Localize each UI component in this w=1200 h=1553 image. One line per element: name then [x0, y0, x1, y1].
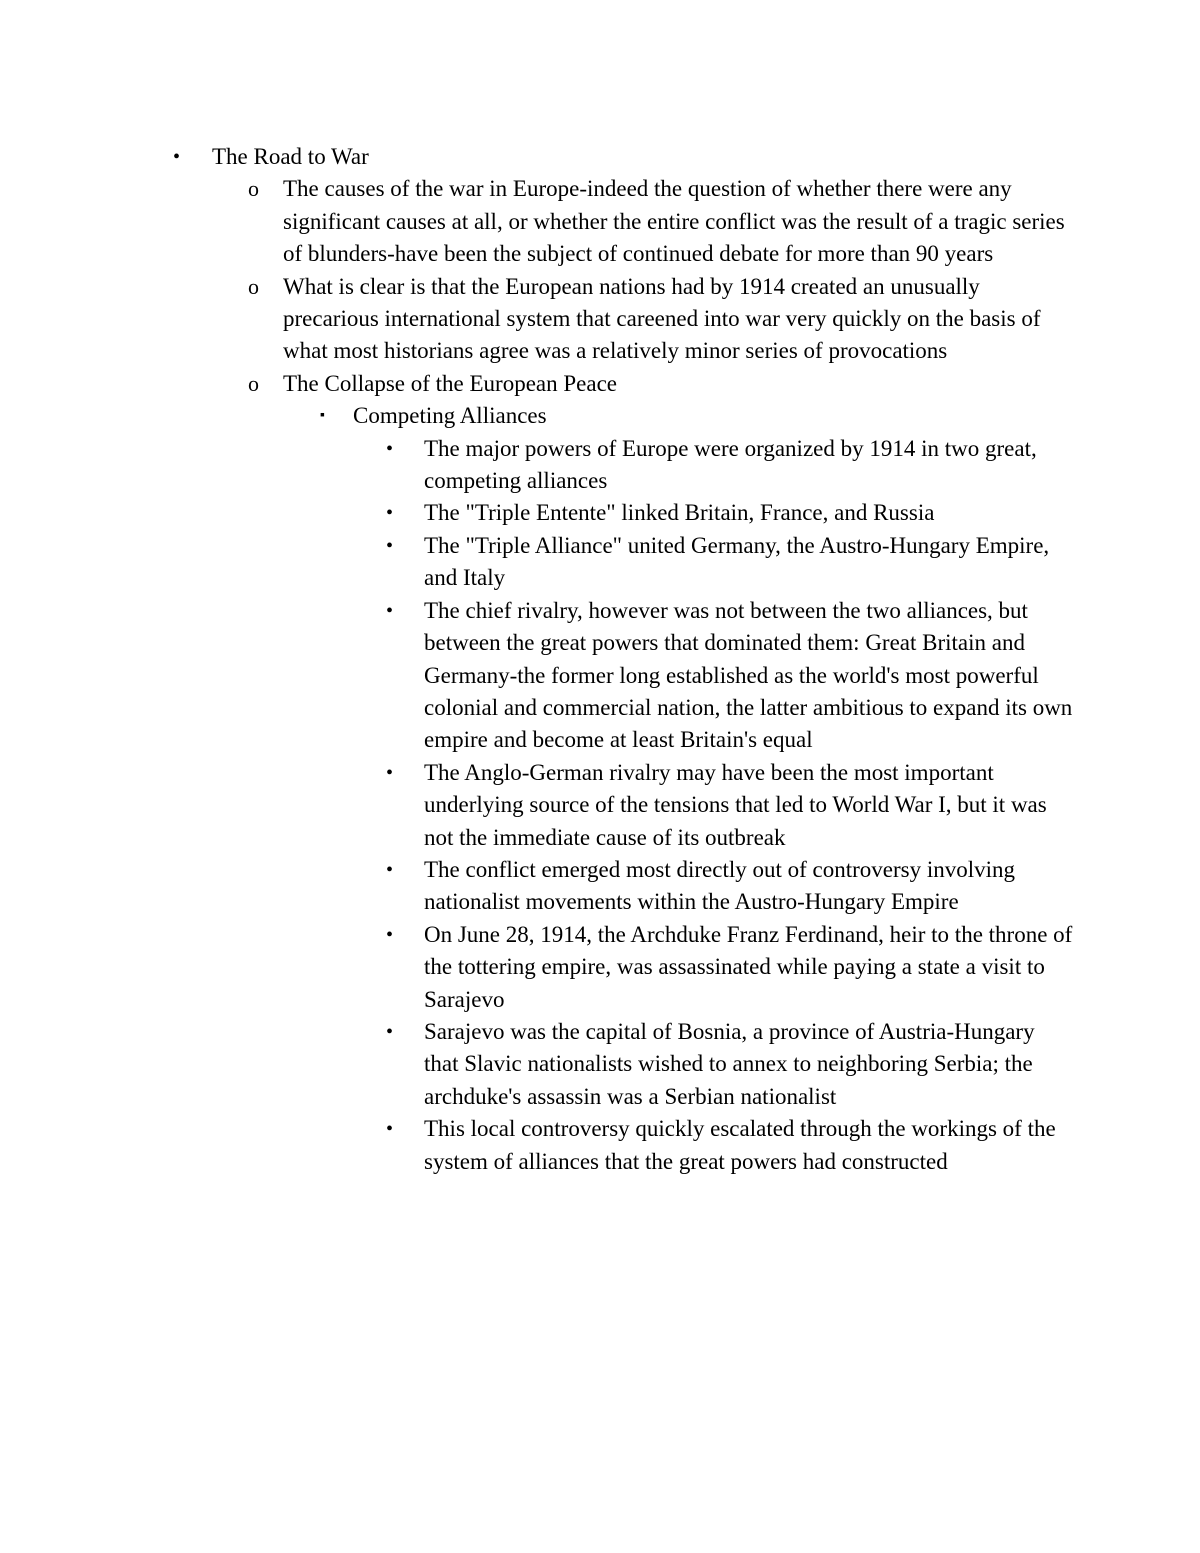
bullet-text: Competing Alliances [353, 403, 547, 429]
square-bullet-icon: ▪ [320, 408, 325, 424]
bullet-icon: • [386, 1020, 394, 1043]
bullet-item [0, 595, 1074, 757]
bullet-icon: • [386, 858, 394, 881]
bullet-text: This local controversy quickly escalated through the workings of the system of alliances that the great powers had constructed [424, 1116, 1056, 1174]
bullet-icon: • [386, 1118, 394, 1141]
bullet-icon: • [386, 761, 394, 784]
bullet-item [0, 271, 1073, 368]
bullet-text: The causes of the war in Europe-indeed the question of whether there were any significant causes at all, or whether the entire conflict was the result of a tragic series of blunders-have been the subject of continued debate for more than 90 years [283, 176, 1065, 267]
bullet-text: What is clear is that the European nations had by 1914 created an unusually precarious international system that careened into war very quickly on the basis of what most historians agree was a relatively minor series of provocations [283, 273, 1041, 364]
bullet-icon: • [386, 502, 394, 525]
bullet-item [0, 1016, 1074, 1113]
bullet-item [0, 400, 1073, 432]
bullet-item [0, 919, 1074, 1016]
bullet-item [0, 530, 1074, 595]
circle-bullet-icon: o [248, 176, 259, 202]
bullet-item [0, 433, 1074, 498]
bullet-text: On June 28, 1914, the Archduke Franz Ferdinand, heir to the throne of the tottering empire, was assassinated while paying a state a visit to Sarajevo [424, 921, 1073, 1012]
bullet-icon: • [386, 599, 394, 622]
bullet-text: Sarajevo was the capital of Bosnia, a province of Austria-Hungary that Slavic nationalists wished to annex to neighboring Serbia; the archduke's assassin was a Serbian nationalist [424, 1018, 1035, 1109]
document-page [0, 141, 1200, 1178]
bullet-item [0, 173, 1073, 270]
bullet-icon: • [386, 923, 394, 946]
circle-bullet-icon: o [248, 370, 259, 396]
bullet-item [0, 368, 1073, 400]
bullet-text: The major powers of Europe were organized by 1914 in two great, competing alliances [424, 435, 1037, 494]
bullet-text: The "Triple Alliance" united Germany, the Austro-Hungary Empire, and Italy [424, 532, 1050, 591]
bullet-item [0, 1113, 1074, 1178]
bullet-text: The conflict emerged most directly out of controversy involving nationalist movements within the Austro-Hungary Empire [424, 856, 1016, 915]
bullet-icon: • [173, 146, 181, 168]
bullet-item [0, 757, 1074, 854]
bullet-icon: • [386, 437, 394, 460]
bullet-item [0, 497, 1074, 529]
bullet-text: The Road to War [212, 144, 369, 169]
bullet-text: The Collapse of the European Peace [283, 370, 618, 396]
bullet-text: The "Triple Entente" linked Britain, France, and Russia [424, 500, 935, 526]
bullet-text: The chief rivalry, however was not between the two alliances, but between the great powers that dominated them: Great Britain and Germany-the former long established as the world's most powerful colonial and commercial nation, the latter ambitious to expand its own empire and become at least Britain's equal [424, 597, 1073, 753]
bullet-icon: • [386, 534, 394, 557]
bullet-item [0, 141, 1072, 173]
bullet-item [0, 854, 1074, 919]
bullet-text: The Anglo-German rivalry may have been the most important underlying source of the tensions that led to World War I, but it was not the immediate cause of its outbreak [424, 759, 1047, 850]
circle-bullet-icon: o [248, 273, 259, 299]
